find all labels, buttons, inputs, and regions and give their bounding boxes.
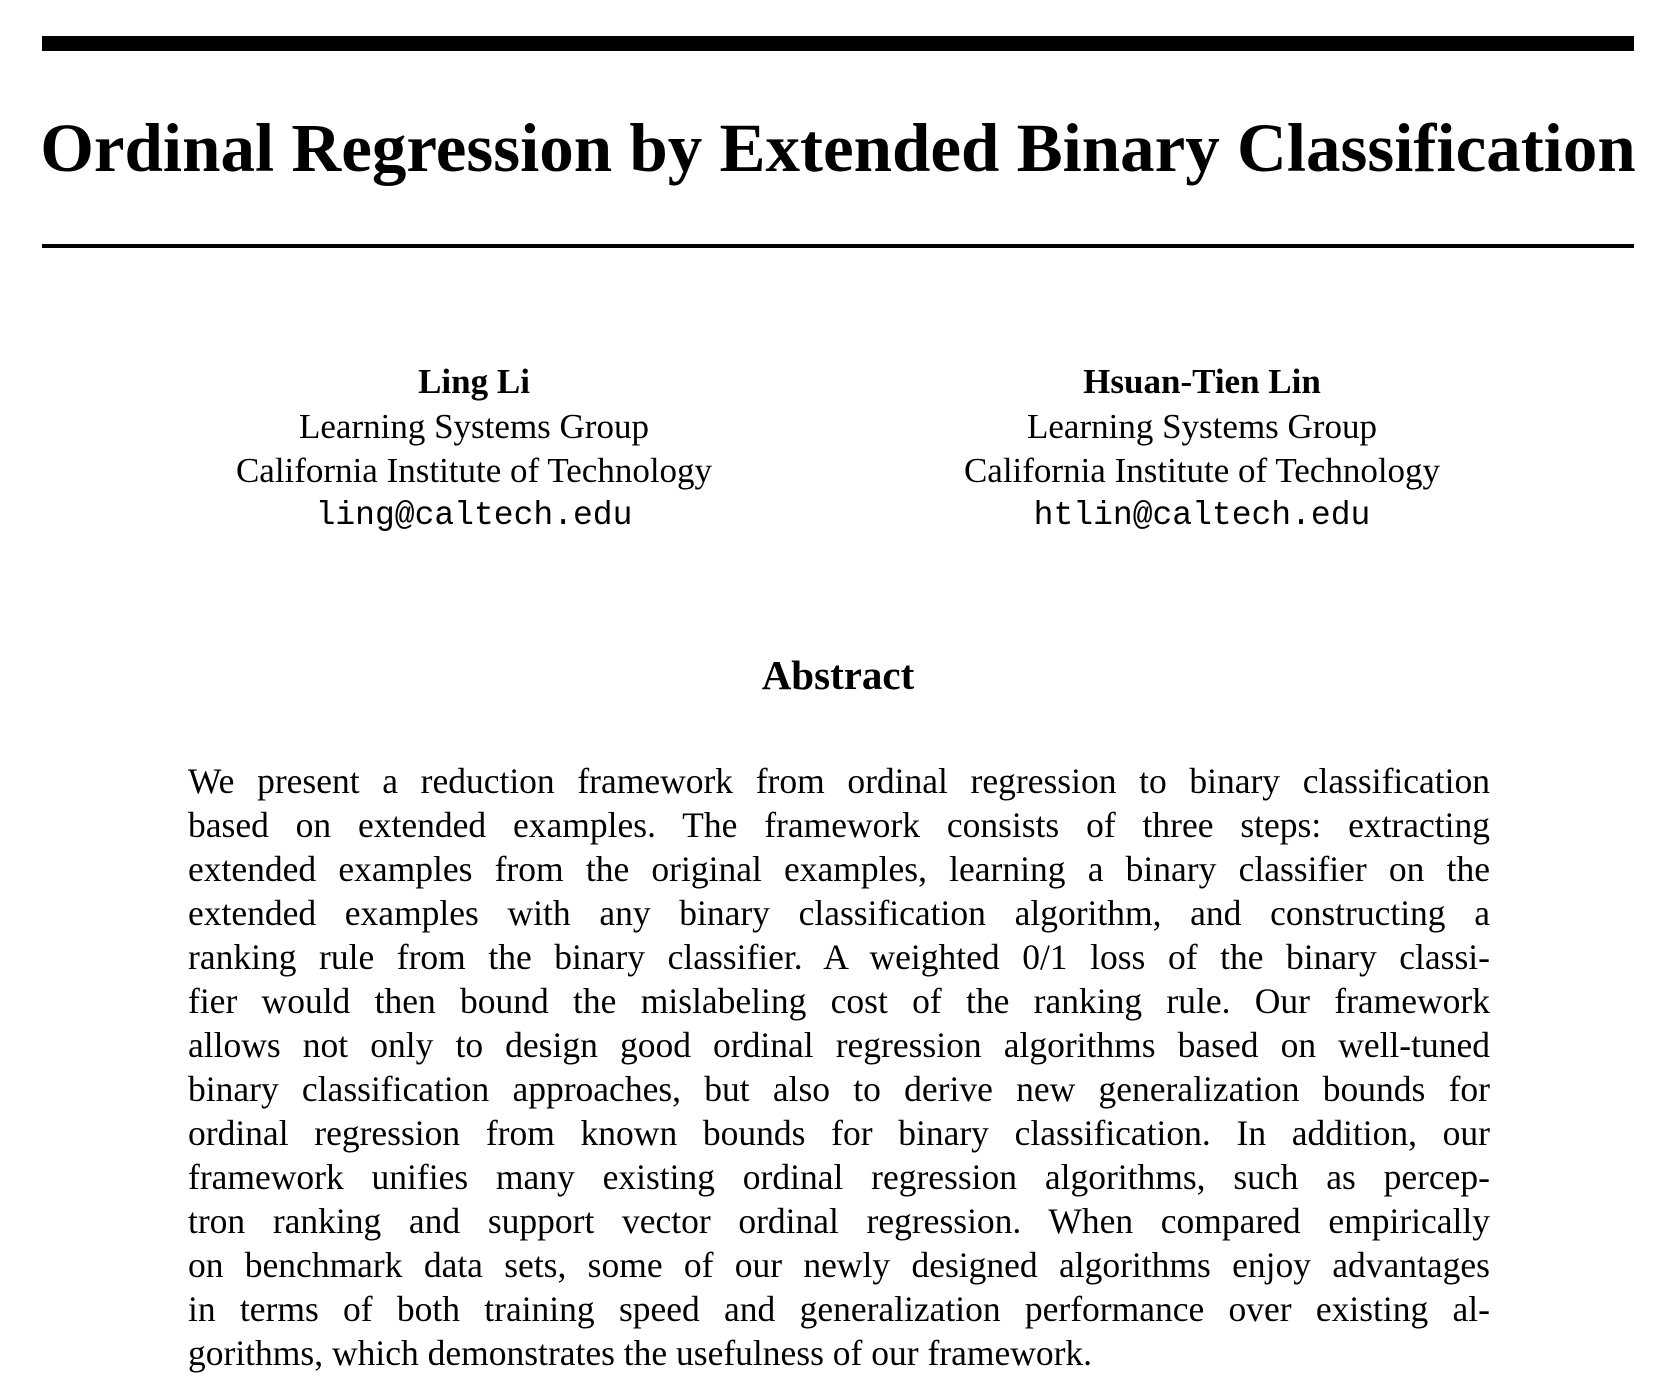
abstract-line: ranking rule from the binary classifier. A weighted 0/1 loss of the binary classi- <box>188 937 1490 977</box>
abstract-line: on benchmark data sets, some of our newly designed algorithms enjoy advantages <box>188 1245 1490 1285</box>
author-name: Ling Li <box>418 362 530 401</box>
abstract-line: gorithms, which demonstrates the usefulness of our framework. <box>188 1333 1093 1373</box>
author-group: Learning Systems Group <box>299 406 649 446</box>
abstract-line: tron ranking and support vector ordinal regression. When compared empirically <box>188 1201 1490 1241</box>
abstract-line: ordinal regression from known bounds for binary classification. In addition, our <box>188 1113 1490 1153</box>
abstract-body <box>188 759 1490 1375</box>
abstract-line: extended examples from the original examples, learning a binary classifier on the <box>188 849 1490 889</box>
author-block <box>124 360 824 538</box>
abstract-line: extended examples with any binary classification algorithm, and constructing a <box>188 893 1490 933</box>
author-group: Learning Systems Group <box>1027 406 1377 446</box>
abstract-line: in terms of both training speed and generalization performance over existing al- <box>188 1289 1490 1329</box>
paper-title: Ordinal Regression by Extended Binary Classification <box>40 110 1636 186</box>
author-block <box>852 360 1552 538</box>
abstract-line: fier would then bound the mislabeling cost of the ranking rule. Our framework <box>188 981 1490 1021</box>
author-institution: California Institute of Technology <box>235 451 713 490</box>
abstract-line: We present a reduction framework from ordinal regression to binary classification <box>188 761 1490 801</box>
author-email: htlin@caltech.edu <box>1033 496 1371 534</box>
author-email: ling@caltech.edu <box>315 496 633 534</box>
abstract-line: framework unifies many existing ordinal regression algorithms, such as percep- <box>188 1157 1490 1197</box>
title-bottom-rule <box>42 244 1634 248</box>
author-institution: California Institute of Technology <box>963 451 1441 490</box>
abstract-heading: Abstract <box>761 652 915 698</box>
abstract-line: binary classification approaches, but also to derive new generalization bounds for <box>188 1069 1490 1109</box>
abstract-line: based on extended examples. The framework consists of three steps: extracting <box>188 805 1490 845</box>
top-rule <box>42 36 1634 51</box>
abstract-line: allows not only to design good ordinal regression algorithms based on well-tuned <box>188 1025 1490 1065</box>
author-name: Hsuan-Tien Lin <box>1083 362 1321 401</box>
